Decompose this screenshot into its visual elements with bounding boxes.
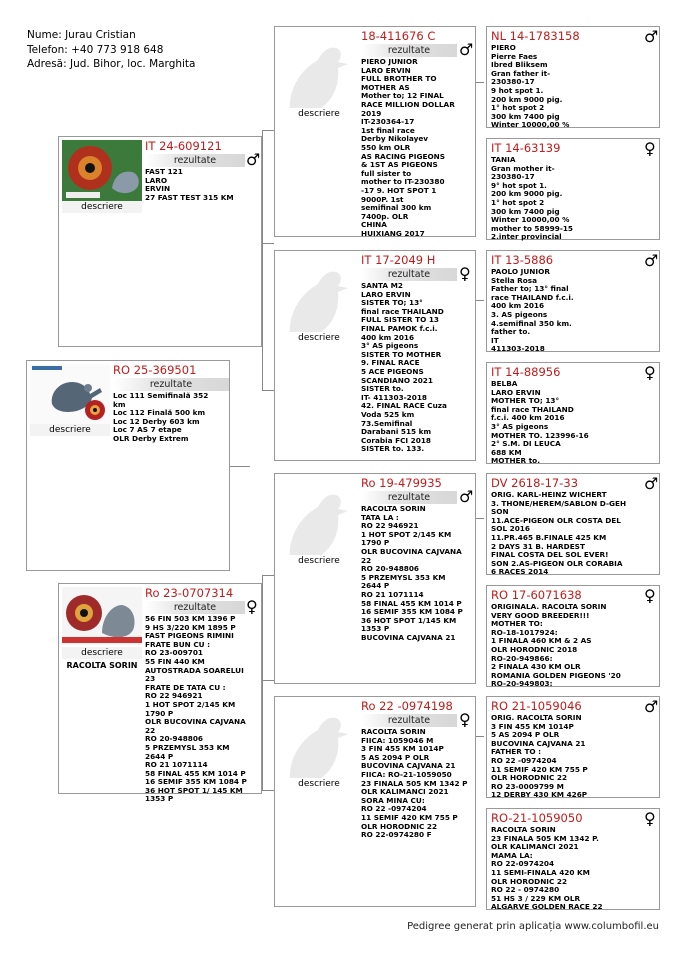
pigeon-notes: Loc 111 Semifinală 352 km Loc 112 Finală 500 km Loc 12 Derby 603 km Loc 7 AS 7 etape OLR Derby Extrem: [113, 391, 209, 443]
pigeon-notes: RACOLTA SORIN TATA LA : RO 22 946921 1 HOT SPOT 2/145 KM 1790 P OLR BUCOVINA CAJVANA 22 RO 20-948806 5 PRZEMYSL 353 KM 2644 P RO 21 1071114 58 FINAL 455 KM 1014 P 16 SEMIF 355 KM 1084 P 36 HOT SPOT 1/145 KM 1353 P BUCOVINA CAJVANA 21: [361, 504, 463, 642]
great-grandparent-card: [486, 696, 660, 798]
female-icon: ♀: [644, 586, 656, 605]
connector-line: [262, 575, 263, 790]
dam-sire-card: [274, 473, 476, 684]
female-icon: ♀: [644, 363, 656, 382]
results-button[interactable]: rezultate: [145, 154, 245, 167]
breeder-caption: RACOLTA SORIN: [66, 661, 138, 670]
pigeon-notes: ORIG. RACOLTA SORIN 3 FIN 455 KM 1014P 5 AS 2094 P OLR BUCOVINA CAJVANA 21 FATHER TO : RO 22 -0974204 11 SEMIF 420 KM 755 P OLR HORODNIC 22 RO 23-0009799 M 12 DERBY 430 KM 426P: [491, 713, 588, 800]
owner-name: Nume: Jurau Cristian: [27, 29, 136, 41]
pigeon-notes: ORIG. KARL-HEINZ WICHERT 3. THONE/HEREM/SABLON D-GEH SON 11.ACE-PIGEON OLR COSTA DEL SOL 2016 11.PR.465 B.FINALE 425 KM 2 DAYS 31 B. HARDEST FINAL COSTA DEL SOL EVER! SON 2.AS-PIGEON OLR CORABIA 6 RACES 2014: [491, 490, 627, 577]
connector-line: [230, 466, 250, 467]
main-pigeon-card: [26, 360, 230, 571]
connector-line: [262, 390, 274, 391]
female-icon: ♀: [246, 597, 258, 616]
ring-number: DV 2618-17-33: [491, 476, 579, 490]
pigeon-notes: SANTA M2 LARO ERVIN SISTER TO; 13° final race THAILAND FULL SISTER TO 13 FINAL PAMOK f.c.i. 400 km 2016 3° AS pigeons SISTER TO MOTHER 9. FINAL RACE 5 ACE PIGEONS SCANDIANO 2021 SISTER to. IT- 411303-2018 42. FINAL RACE Cuza Voda 525 km 73.Semifinal Darabani 515 km Corabia FCI 2018 SISTER to. 133.: [361, 281, 447, 454]
pigeon-notes: ORIGINALA. RACOLTA SORIN VERY GOOD BREEDER!!! MOTHER TO: RO-18-1017924: 1 FINALA 460 KM & 2 AS OLR HORODNIC 2018 RO-20-949866: 2 FINALA 430 KM OLR ROMANIA GOLDEN PIGEONS '20 RO-20-949803:: [491, 602, 621, 689]
pigeon-notes: RACOLTA SORIN 23 FINALA 505 KM 1342 P. OLR KALIMANCI 2021 MAMA LA: RO 22-0974204 11 SEMI-FINALA 420 KM OLR HORODNIC 22 RO 22 - 0974280 51 HS 3 / 229 KM OLR ALGARVE GOLDEN RACE 22: [491, 825, 603, 912]
pigeon-notes: RACOLTA SORIN FIICA: 1059046 M 3 FIN 455 KM 1014P 5 AS 2094 P OLR BUCOVINA CAJVANA 21 FIICA: RO-21-1059050 23 FINALA 505 KM 1342 P OLR KALIMANCI 2021 SORA MINA CU: RO 22 -0974204 11 SEMIF 420 KM 755 P OLR HORODNIC 22 RO 22-0974280 F: [361, 727, 468, 840]
pigeon-notes: BELBA LARO ERVIN MOTHER TO; 13° final race THAILAND f.c.i. 400 km 2016 3° AS pigeons MOTHER TO. 123996-16 2° S.M. DI LEUCA 688 KM MOTHER to.: [491, 379, 589, 466]
results-button[interactable]: rezultate: [361, 491, 457, 504]
dam-card: [58, 583, 262, 804]
description-button[interactable]: descriere: [62, 647, 142, 659]
connector-line: [476, 82, 484, 83]
ring-number: IT 17-2049 H: [361, 253, 436, 267]
pigeon-notes: TANIA Gran mother it- 230380-17 9° hot spot 1. 200 km 9000 pig. 1° hot spot 2 300 km 7400 pig Winter 10000,00 % mother to 58999-15 2.inter provincial: [491, 155, 573, 242]
pigeon-notes: PAOLO JUNIOR Stella Rosa Father to; 13° final race THAILAND f.c.i. 400 km 2016 3. AS pigeons 4.semifinal 350 km. father to. IT 411303-2018: [491, 267, 574, 354]
owner-address: Adresă: Jud. Bihor, loc. Marghita: [27, 58, 196, 70]
pigeon-notes: PIERO JUNIOR LARO ERVIN FULL BROTHER TO MOTHER AS Mother to; 12 FINAL RACE MILLION DOLLAR 2019 IT-230364-17 1st final race Derby Nikolayev 550 km OLR AS RACING PIGEONS & 1ST AS PIGEONS full sister to mother to IT-230380 -17 9. HOT SPOT 1 9000P. 1st semifinal 300 km 7400p. OLR CHINA HUIXIANG 2017: [361, 57, 455, 238]
sire-sire-card: [274, 26, 476, 237]
female-icon: ♀: [644, 139, 656, 158]
results-button[interactable]: rezultate: [361, 714, 457, 727]
ring-number: RO 21-1059046: [491, 699, 582, 713]
great-grandparent-card: [486, 585, 660, 687]
male-icon: ♂: [459, 40, 474, 59]
connector-line: [476, 518, 484, 519]
male-icon: ♂: [644, 251, 659, 270]
ring-number: RO 25-369501: [113, 363, 197, 377]
connector-line: [262, 130, 274, 131]
male-icon: ♂: [644, 697, 659, 716]
ring-number: Ro 19-479935: [361, 476, 442, 490]
description-button[interactable]: descriere: [278, 332, 360, 344]
female-icon: ♀: [459, 710, 471, 729]
sire-photo: [62, 140, 142, 202]
owner-info: [27, 28, 195, 72]
description-button[interactable]: descriere: [278, 555, 360, 567]
results-button[interactable]: rezultate: [145, 601, 245, 614]
female-icon: ♀: [459, 264, 471, 283]
dam-dam-card: [274, 696, 476, 907]
pigeon-notes: 56 FIN 503 KM 1396 P 9 HS 3/220 KM 1895 P FAST PIGEONS RIMINI FRATE BUN CU : RO 23-009701 55 FIN 440 KM AUTOSTRADA SOARELUI 23 FRATE DE TATA CU : RO 22 946921 1 HOT SPOT 2/145 KM 1790 P OLR BUCOVINA CAJVANA 22 RO 20-948806 5 PRZEMYSL 353 KM 2644 P RO 21 1071114 58 FINAL 455 KM 1014 P 16 SEMIF 355 KM 1084 P 36 HOT SPOT 1/ 145 KM 1353 P: [145, 614, 247, 804]
footer-note: Pedigree generat prin aplicația www.columbofil.eu: [407, 921, 659, 932]
ring-number: RO-21-1059050: [491, 811, 583, 825]
male-icon: ♂: [246, 150, 261, 169]
connector-line: [262, 680, 274, 681]
ring-number: NL 14-1783158: [491, 29, 580, 43]
description-button[interactable]: descriere: [278, 108, 360, 120]
great-grandparent-card: [486, 138, 660, 240]
ring-number: IT 13-5886: [491, 253, 554, 267]
ring-number: 18-411676 C: [361, 29, 436, 43]
male-icon: ♂: [459, 487, 474, 506]
ring-number: RO 17-6071638: [491, 588, 582, 602]
description-button[interactable]: descriere: [30, 424, 110, 436]
main-pigeon-photo: [30, 364, 110, 424]
connector-line: [262, 130, 263, 390]
ring-number: Ro 23-0707314: [145, 586, 234, 600]
pigeon-notes: FAST 121 LARO ERVIN 27 FAST TEST 315 KM: [145, 167, 234, 202]
great-grandparent-card: [486, 250, 660, 352]
male-icon: ♂: [644, 27, 659, 46]
connector-line: [262, 790, 274, 791]
results-button[interactable]: rezultate: [113, 378, 229, 391]
results-button[interactable]: rezultate: [361, 268, 457, 281]
connector-line: [476, 300, 484, 301]
description-button[interactable]: descriere: [62, 201, 142, 213]
ring-number: IT 14-63139: [491, 141, 561, 155]
great-grandparent-card: [486, 362, 660, 464]
great-grandparent-card: [486, 26, 660, 128]
sire-card: [58, 136, 262, 347]
connector-line: [476, 736, 484, 737]
female-icon: ♀: [644, 809, 656, 828]
connector-line: [262, 243, 274, 244]
results-button[interactable]: rezultate: [361, 44, 457, 57]
dam-photo: [62, 587, 142, 645]
sire-dam-card: [274, 250, 476, 461]
ring-number: Ro 22 -0974198: [361, 699, 453, 713]
ring-number: IT 24-609121: [145, 139, 222, 153]
owner-phone: Telefon: +40 773 918 648: [27, 43, 164, 56]
ring-number: IT 14-88956: [491, 365, 561, 379]
male-icon: ♂: [644, 474, 659, 493]
great-grandparent-card: [486, 808, 660, 910]
description-button[interactable]: descriere: [278, 778, 360, 790]
great-grandparent-card: [486, 473, 660, 575]
connector-line: [262, 575, 274, 576]
pigeon-notes: PIERO Pierre Faes Ibred Bliksem Gran father it- 230380-17 9 hot spot 1. 200 km 9000 pig. 1° hot spot 2 300 km 7400 pig Winter 10000,00 %: [491, 43, 570, 130]
